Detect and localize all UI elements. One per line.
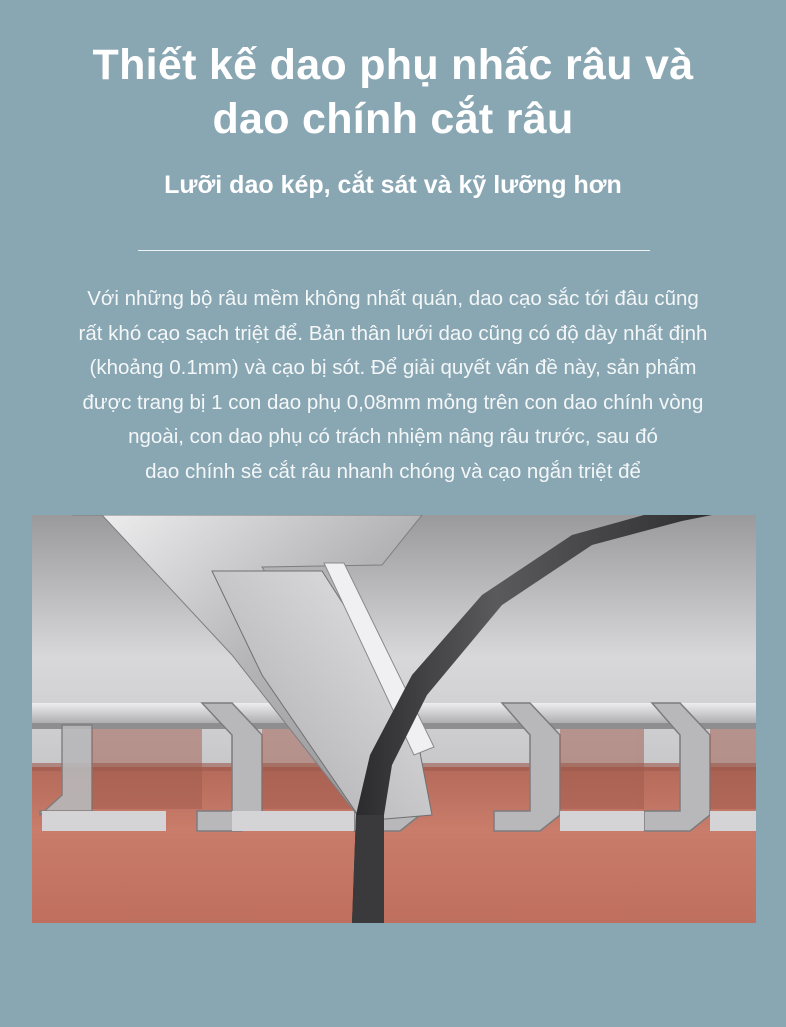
title-line-1: Thiết kế dao phụ nhấc râu và xyxy=(92,41,694,89)
description-line: Với những bộ râu mềm không nhất quán, dao cạo sắc tới đâu cũng xyxy=(87,287,699,310)
description-line: được trang bị 1 con dao phụ 0,08mm mỏng trên con dao chính vòng xyxy=(82,390,704,414)
description-line: dao chính sẽ cắt râu nhanh chóng và cạo ngắn triệt để xyxy=(145,459,641,483)
blade-illustration xyxy=(32,515,756,923)
description-text xyxy=(30,282,756,489)
page-subtitle: Lưỡi dao kép, cắt sát và kỹ lưỡng hơn xyxy=(164,171,622,199)
page-title xyxy=(0,38,786,146)
title-line-2: dao chính cắt râu xyxy=(212,95,574,143)
divider xyxy=(138,250,650,251)
description-line: ngoài, con dao phụ có trách nhiệm nâng râu trước, sau đó xyxy=(128,425,658,448)
blade-cross-section-graphic xyxy=(32,515,756,923)
description-line: rất khó cạo sạch triệt để. Bản thân lưới dao cũng có độ dày nhất định xyxy=(78,321,708,345)
description-line: (khoảng 0.1mm) và cạo bị sót. Để giải quyết vấn đề này, sản phẩm xyxy=(89,356,697,379)
